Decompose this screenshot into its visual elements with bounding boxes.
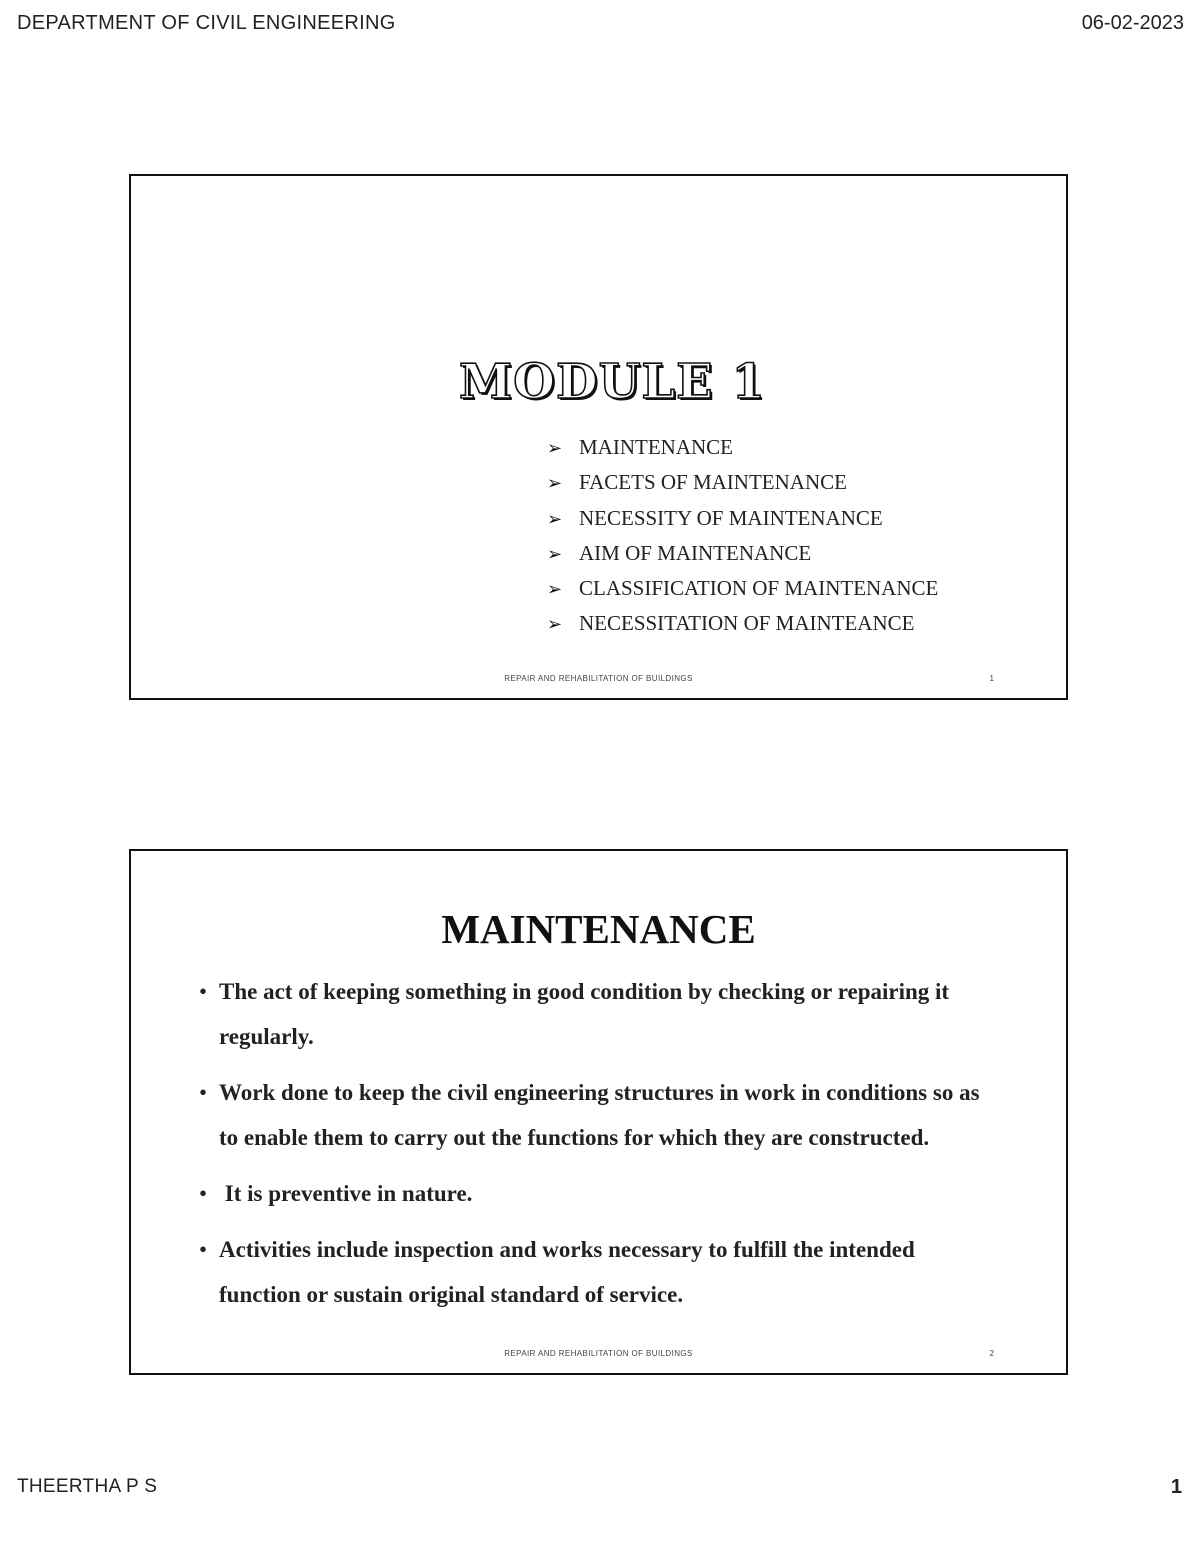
- list-item: [199, 1070, 999, 1160]
- arrow-bullet-icon: ➢: [547, 614, 563, 635]
- list-item: [199, 1227, 999, 1317]
- bullet-text: Activities include inspection and works necessary to fulfill the intended function or sustain original standard of service.: [219, 1237, 915, 1307]
- list-item: [547, 538, 938, 573]
- bullet-icon: •: [199, 1080, 208, 1105]
- bullet-icon: •: [199, 1181, 208, 1206]
- slide-footer: REPAIR AND REHABILITATION OF BUILDINGS: [504, 1349, 693, 1358]
- bullet-text: The act of keeping something in good condition by checking or repairing it regularly.: [219, 979, 950, 1049]
- topic-label: NECESSITATION OF MAINTEANCE: [579, 611, 915, 636]
- topic-label: MAINTENANCE: [579, 435, 733, 459]
- bullet-list: [199, 969, 999, 1328]
- page-footer-author: THEERTHA P S: [17, 1476, 158, 1497]
- slide-number: 2: [989, 1349, 994, 1358]
- page-header-department: DEPARTMENT OF CIVIL ENGINEERING: [17, 12, 396, 34]
- list-item: [547, 503, 938, 538]
- topic-label: AIM OF MAINTENANCE: [579, 540, 812, 565]
- bullet-text: It is preventive in nature.: [219, 1181, 473, 1206]
- arrow-bullet-icon: ➢: [547, 579, 563, 600]
- page-number: 1: [1170, 1476, 1182, 1498]
- list-item: [547, 608, 938, 643]
- page-header-date: 06-02-2023: [1081, 12, 1184, 34]
- arrow-bullet-icon: ➢: [547, 543, 563, 564]
- list-item: [199, 1171, 999, 1216]
- arrow-bullet-icon: ➢: [547, 473, 563, 494]
- bullet-icon: •: [199, 979, 208, 1004]
- slide-footer: REPAIR AND REHABILITATION OF BUILDINGS: [504, 674, 693, 683]
- slide-number: 1: [989, 674, 994, 683]
- list-item: [199, 969, 999, 1059]
- bullet-text: Work done to keep the civil engineering structures in work in conditions so as to enable them to carry out the functions for which they are constructed.: [219, 1080, 980, 1150]
- topic-label: CLASSIFICATION OF MAINTENANCE: [579, 576, 939, 601]
- list-item: [547, 432, 938, 467]
- slide-2: [129, 849, 1068, 1375]
- bullet-icon: •: [199, 1237, 208, 1262]
- topic-list: [547, 432, 938, 644]
- slide-title: MODULE 1: [459, 354, 766, 410]
- arrow-bullet-icon: ➢: [547, 508, 563, 529]
- arrow-bullet-icon: ➢: [547, 438, 563, 458]
- topic-label: FACETS OF MAINTENANCE: [579, 470, 847, 495]
- topic-label: NECESSITY OF MAINTENANCE: [579, 505, 883, 530]
- slide-title: MAINTENANCE: [441, 906, 756, 952]
- list-item: [547, 467, 938, 502]
- list-item: [547, 573, 938, 608]
- slide-1: [129, 174, 1068, 700]
